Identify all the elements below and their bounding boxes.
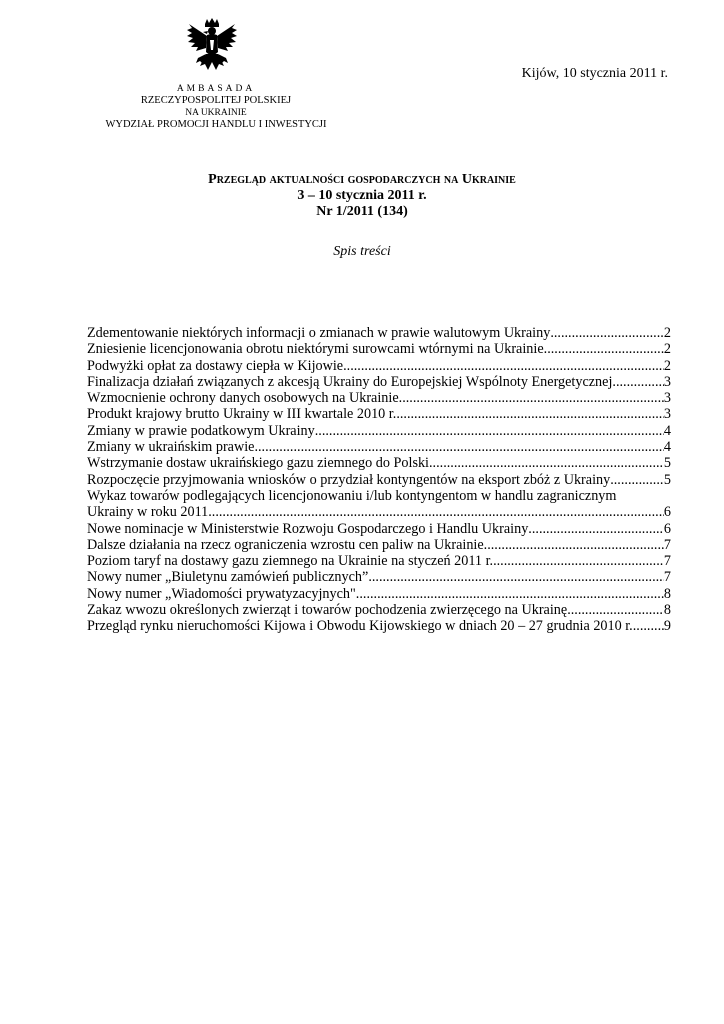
toc-leader (484, 537, 664, 553)
toc-entry-page: 2 (663, 341, 671, 358)
toc-entry-text-line1: Wykaz towarów podlegających licencjonowaniu i/lub kontyngentom w handlu zagranicznym (87, 487, 617, 504)
toc-entry-text: Przegląd rynku nieruchomości Kijowa i Obwodu Kijowskiego w dniach 20 – 27 grudnia 2010 r. (87, 618, 633, 635)
toc-entry[interactable] (87, 374, 671, 390)
toc-entry-page: 3 (663, 390, 671, 407)
toc-entry-page: 9 (663, 618, 671, 635)
toc-entry-text: Zdementowanie niektórych informacji o zmianach w prawie walutowym Ukrainy (87, 325, 551, 341)
toc-leader (343, 358, 664, 374)
toc-leader (528, 521, 664, 537)
toc-entry-page: 2 (663, 357, 671, 374)
table-of-contents (87, 325, 671, 635)
toc-entry[interactable] (87, 569, 671, 585)
toc-entry-page: 5 (663, 455, 671, 472)
place-date: Kijów, 10 stycznia 2011 r. (521, 66, 668, 81)
toc-entry-page: 3 (663, 373, 671, 390)
toc-heading: Spis treści (333, 244, 391, 259)
toc-leader (567, 602, 664, 618)
embassy-line-1: AMBASADA (176, 84, 256, 94)
toc-entry-text: Zmiany w ukraińskim prawie (87, 439, 255, 456)
toc-entry-text: Zmiany w prawie podatkowym Ukrainy (87, 422, 315, 439)
toc-leader (315, 423, 664, 439)
document-dates: 3 – 10 stycznia 2011 r. (297, 188, 427, 203)
toc-leader (254, 439, 663, 455)
toc-entry[interactable] (87, 455, 671, 471)
toc-entry-text: Podwyżki opłat za dostawy ciepła w Kijowie (87, 357, 344, 374)
embassy-line-4: WYDZIAŁ PROMOCJI HANDLU I INWESTYCJI (105, 119, 327, 130)
toc-entry-page: 7 (663, 536, 671, 553)
toc-entry-page: 8 (663, 602, 671, 619)
toc-entry-text: Nowe nominacje w Ministerstwie Rozwoju Gospodarczego i Handlu Ukrainy (87, 520, 529, 537)
toc-entry-page: 4 (663, 439, 671, 456)
toc-leader (544, 341, 664, 357)
toc-entry-page: 6 (663, 504, 671, 521)
toc-leader (612, 374, 664, 390)
toc-entry-text: Zniesienie licencjonowania obrotu niektórymi surowcami wtórnymi na Ukrainie (87, 341, 544, 358)
toc-entry[interactable] (87, 472, 671, 488)
toc-entry-text: Nowy numer „Wiadomości prywatyzacyjnych" (87, 585, 356, 602)
toc-entry[interactable] (87, 618, 671, 634)
toc-entry-page: 8 (663, 585, 671, 602)
toc-leader (493, 553, 664, 569)
toc-leader (429, 455, 664, 471)
toc-entry[interactable] (87, 325, 671, 341)
toc-entry-page: 4 (663, 422, 671, 439)
toc-entry[interactable] (87, 341, 671, 357)
toc-leader (550, 325, 664, 341)
toc-leader (633, 618, 664, 634)
embassy-line-3: NA UKRAINIE (185, 108, 247, 118)
toc-entry[interactable] (87, 358, 671, 374)
embassy-line-2: RZECZYPOSPOLITEJ POLSKIEJ (140, 95, 292, 106)
toc-entry[interactable] (87, 439, 671, 455)
toc-entry[interactable] (87, 423, 671, 439)
toc-entry-text: Finalizacja działań związanych z akcesją Ukrainy do Europejskiej Wspólnoty Energetycznej (87, 373, 613, 390)
toc-leader (208, 504, 664, 520)
toc-entry-page: 7 (663, 569, 671, 586)
toc-entry[interactable] (87, 390, 671, 406)
toc-entry-text: Wstrzymanie dostaw ukraińskiego gazu ziemnego do Polski (87, 455, 429, 472)
document-title: Przegląd aktualności gospodarczych na Ukrainie (208, 172, 516, 187)
toc-entry-text: Produkt krajowy brutto Ukrainy w III kwartale 2010 r. (87, 406, 397, 423)
toc-leader (368, 569, 664, 585)
toc-entry-text: Ukrainy w roku 2011 (87, 504, 209, 521)
toc-entry[interactable] (87, 537, 671, 553)
toc-entry[interactable] (87, 488, 671, 521)
toc-leader (356, 586, 664, 602)
toc-entry-page: 5 (663, 471, 671, 488)
toc-entry-page: 3 (663, 406, 671, 423)
toc-entry[interactable] (87, 521, 671, 537)
toc-leader (396, 406, 664, 422)
toc-entry-page: 6 (663, 520, 671, 537)
polish-eagle-emblem (186, 18, 238, 78)
toc-entry-text: Dalsze działania na rzecz ograniczenia wzrostu cen paliw na Ukrainie (87, 536, 484, 553)
toc-entry[interactable] (87, 586, 671, 602)
toc-entry-text: Poziom taryf na dostawy gazu ziemnego na Ukrainie na styczeń 2011 r. (87, 553, 494, 570)
toc-entry[interactable] (87, 553, 671, 569)
toc-entry-text: Wzmocnienie ochrony danych osobowych na Ukrainie (87, 390, 399, 407)
toc-entry-text: Zakaz wwozu określonych zwierząt i towarów pochodzenia zwierzęcego na Ukrainę (87, 602, 568, 619)
toc-entry-text: Rozpoczęcie przyjmowania wniosków o przydział kontyngentów na eksport zbóż z Ukrainy (87, 471, 611, 488)
embassy-header (96, 83, 336, 131)
document-number: Nr 1/2011 (134) (316, 204, 408, 219)
toc-entry-page: 2 (663, 325, 671, 341)
toc-entry[interactable] (87, 406, 671, 422)
toc-leader (399, 390, 664, 406)
toc-entry-text: Nowy numer „Biuletynu zamówień publicznych” (87, 569, 369, 586)
toc-entry[interactable] (87, 602, 671, 618)
document-heading (0, 172, 724, 220)
toc-leader (610, 472, 664, 488)
toc-entry-page: 7 (663, 553, 671, 570)
